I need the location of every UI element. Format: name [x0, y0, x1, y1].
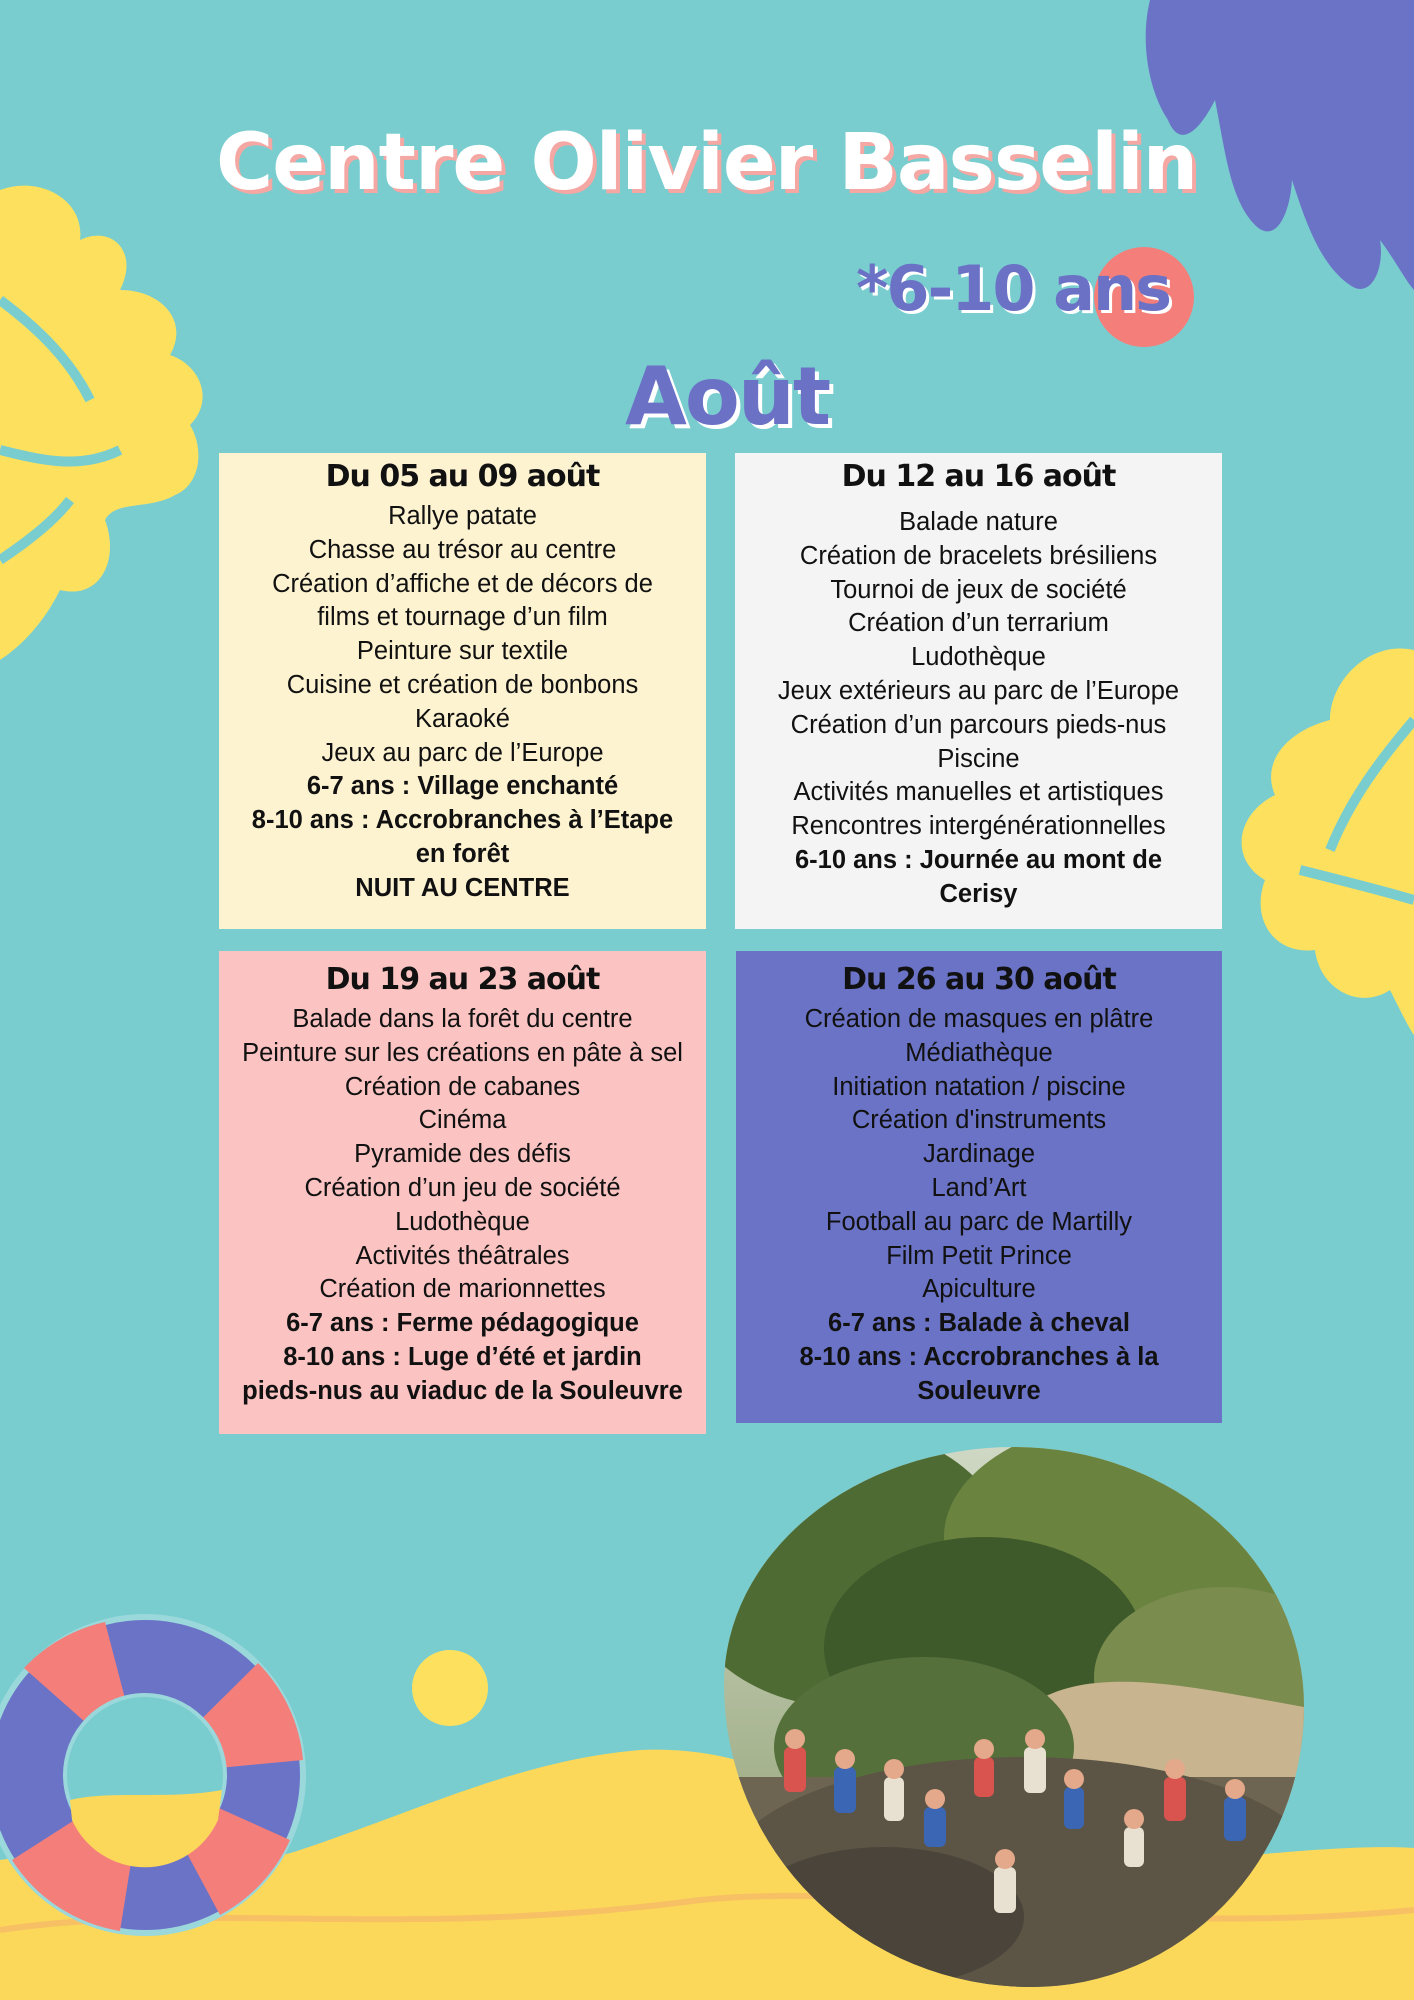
activity-item: Cuisine et création de bonbons [286, 670, 639, 699]
highlight-item: 6-7 ans : Village enchanté [306, 772, 619, 801]
activity-item: Apiculture [922, 1275, 1036, 1304]
week-heading: Du 05 au 09 août [325, 459, 600, 494]
week-card-2 [735, 453, 1222, 929]
yellow-leaf-right-shape [1242, 648, 1414, 1035]
activity-item: Jeux au parc de l’Europe [321, 738, 604, 767]
highlight-item: pieds-nus au viaduc de la Souleuvre [242, 1376, 683, 1405]
highlight-item: 6-7 ans : Balade à cheval [828, 1309, 1130, 1338]
activity-item: Activités théâtrales [355, 1241, 570, 1270]
activity-item: Ludothèque [911, 643, 1046, 672]
highlight-item: 6-7 ans : Ferme pédagogique [286, 1309, 639, 1338]
activity-item: Création de marionnettes [319, 1275, 606, 1304]
yellow-dot-shape [412, 1650, 488, 1726]
activity-item: Activités manuelles et artistiques [793, 778, 1164, 807]
activity-item: films et tournage d’un film [317, 603, 608, 632]
swim-ring-shape [0, 1617, 303, 1933]
activity-item: Ludothèque [395, 1207, 530, 1236]
week-heading: Du 26 au 30 août [842, 962, 1116, 997]
highlight-item: 6-10 ans : Journée au mont de [794, 845, 1162, 874]
week-heading: Du 19 au 23 août [325, 962, 600, 997]
activity-item: Land’Art [931, 1173, 1027, 1202]
activity-item: Jeux extérieurs au parc de l’Europe [777, 676, 1180, 705]
activity-item: Jardinage [923, 1140, 1035, 1169]
activity-item: Football au parc de Martilly [825, 1207, 1133, 1236]
activity-item: Film Petit Prince [886, 1241, 1072, 1270]
activity-item: Création de bracelets brésiliens [799, 541, 1158, 570]
activity-item: Piscine [937, 744, 1020, 773]
activity-item: Médiathèque [905, 1038, 1053, 1067]
highlight-item: NUIT AU CENTRE [355, 873, 570, 902]
activity-item: Création de cabanes [344, 1072, 581, 1101]
activity-item: Chasse au trésor au centre [308, 535, 617, 564]
highlight-item: Cerisy [939, 879, 1018, 908]
activity-item: Cinéma [418, 1106, 507, 1135]
activity-item: Balade dans la forêt du centre [292, 1005, 633, 1033]
activity-item: Création d’affiche et de décors de [272, 569, 653, 598]
age-range-label: *6-10 ans [856, 252, 1171, 325]
activity-item: Peinture sur textile [356, 637, 569, 666]
activity-item: Karaoké [415, 704, 510, 733]
yellow-leaf-left-shape [0, 186, 203, 660]
activity-item: Création de masques en plâtre [804, 1005, 1154, 1033]
highlight-item: 8-10 ans : Accrobranches à la [799, 1342, 1159, 1371]
activity-item: Peinture sur les créations en pâte à sel [242, 1038, 683, 1067]
activity-item: Initiation natation / piscine [832, 1072, 1126, 1101]
activity-item: Tournoi de jeux de société [830, 575, 1127, 604]
week-card-4 [736, 951, 1222, 1423]
highlight-item: 8-10 ans : Accrobranches à l’Etape [251, 806, 674, 835]
activity-item: Pyramide des défis [354, 1140, 571, 1169]
page-title: Centre Olivier Basselin [216, 118, 1198, 208]
highlight-item: en forêt [415, 839, 510, 868]
week-card-3 [219, 951, 706, 1434]
activity-item: Balade nature [899, 508, 1058, 536]
activity-item: Rallye patate [388, 502, 537, 530]
activity-item: Création d’un jeu de société [304, 1173, 621, 1202]
week-card-1 [219, 453, 706, 929]
week-heading: Du 12 au 16 août [841, 459, 1116, 494]
activity-item: Création d’un terrarium [848, 609, 1109, 638]
activity-item: Création d’un parcours pieds-nus [790, 710, 1167, 739]
highlight-item: 8-10 ans : Luge d’été et jardin [283, 1342, 642, 1371]
month-heading: Août [625, 350, 830, 443]
activity-item: Création d'instruments [851, 1106, 1107, 1135]
activity-item: Rencontres intergénérationnelles [791, 812, 1166, 841]
highlight-item: Souleuvre [917, 1376, 1041, 1405]
